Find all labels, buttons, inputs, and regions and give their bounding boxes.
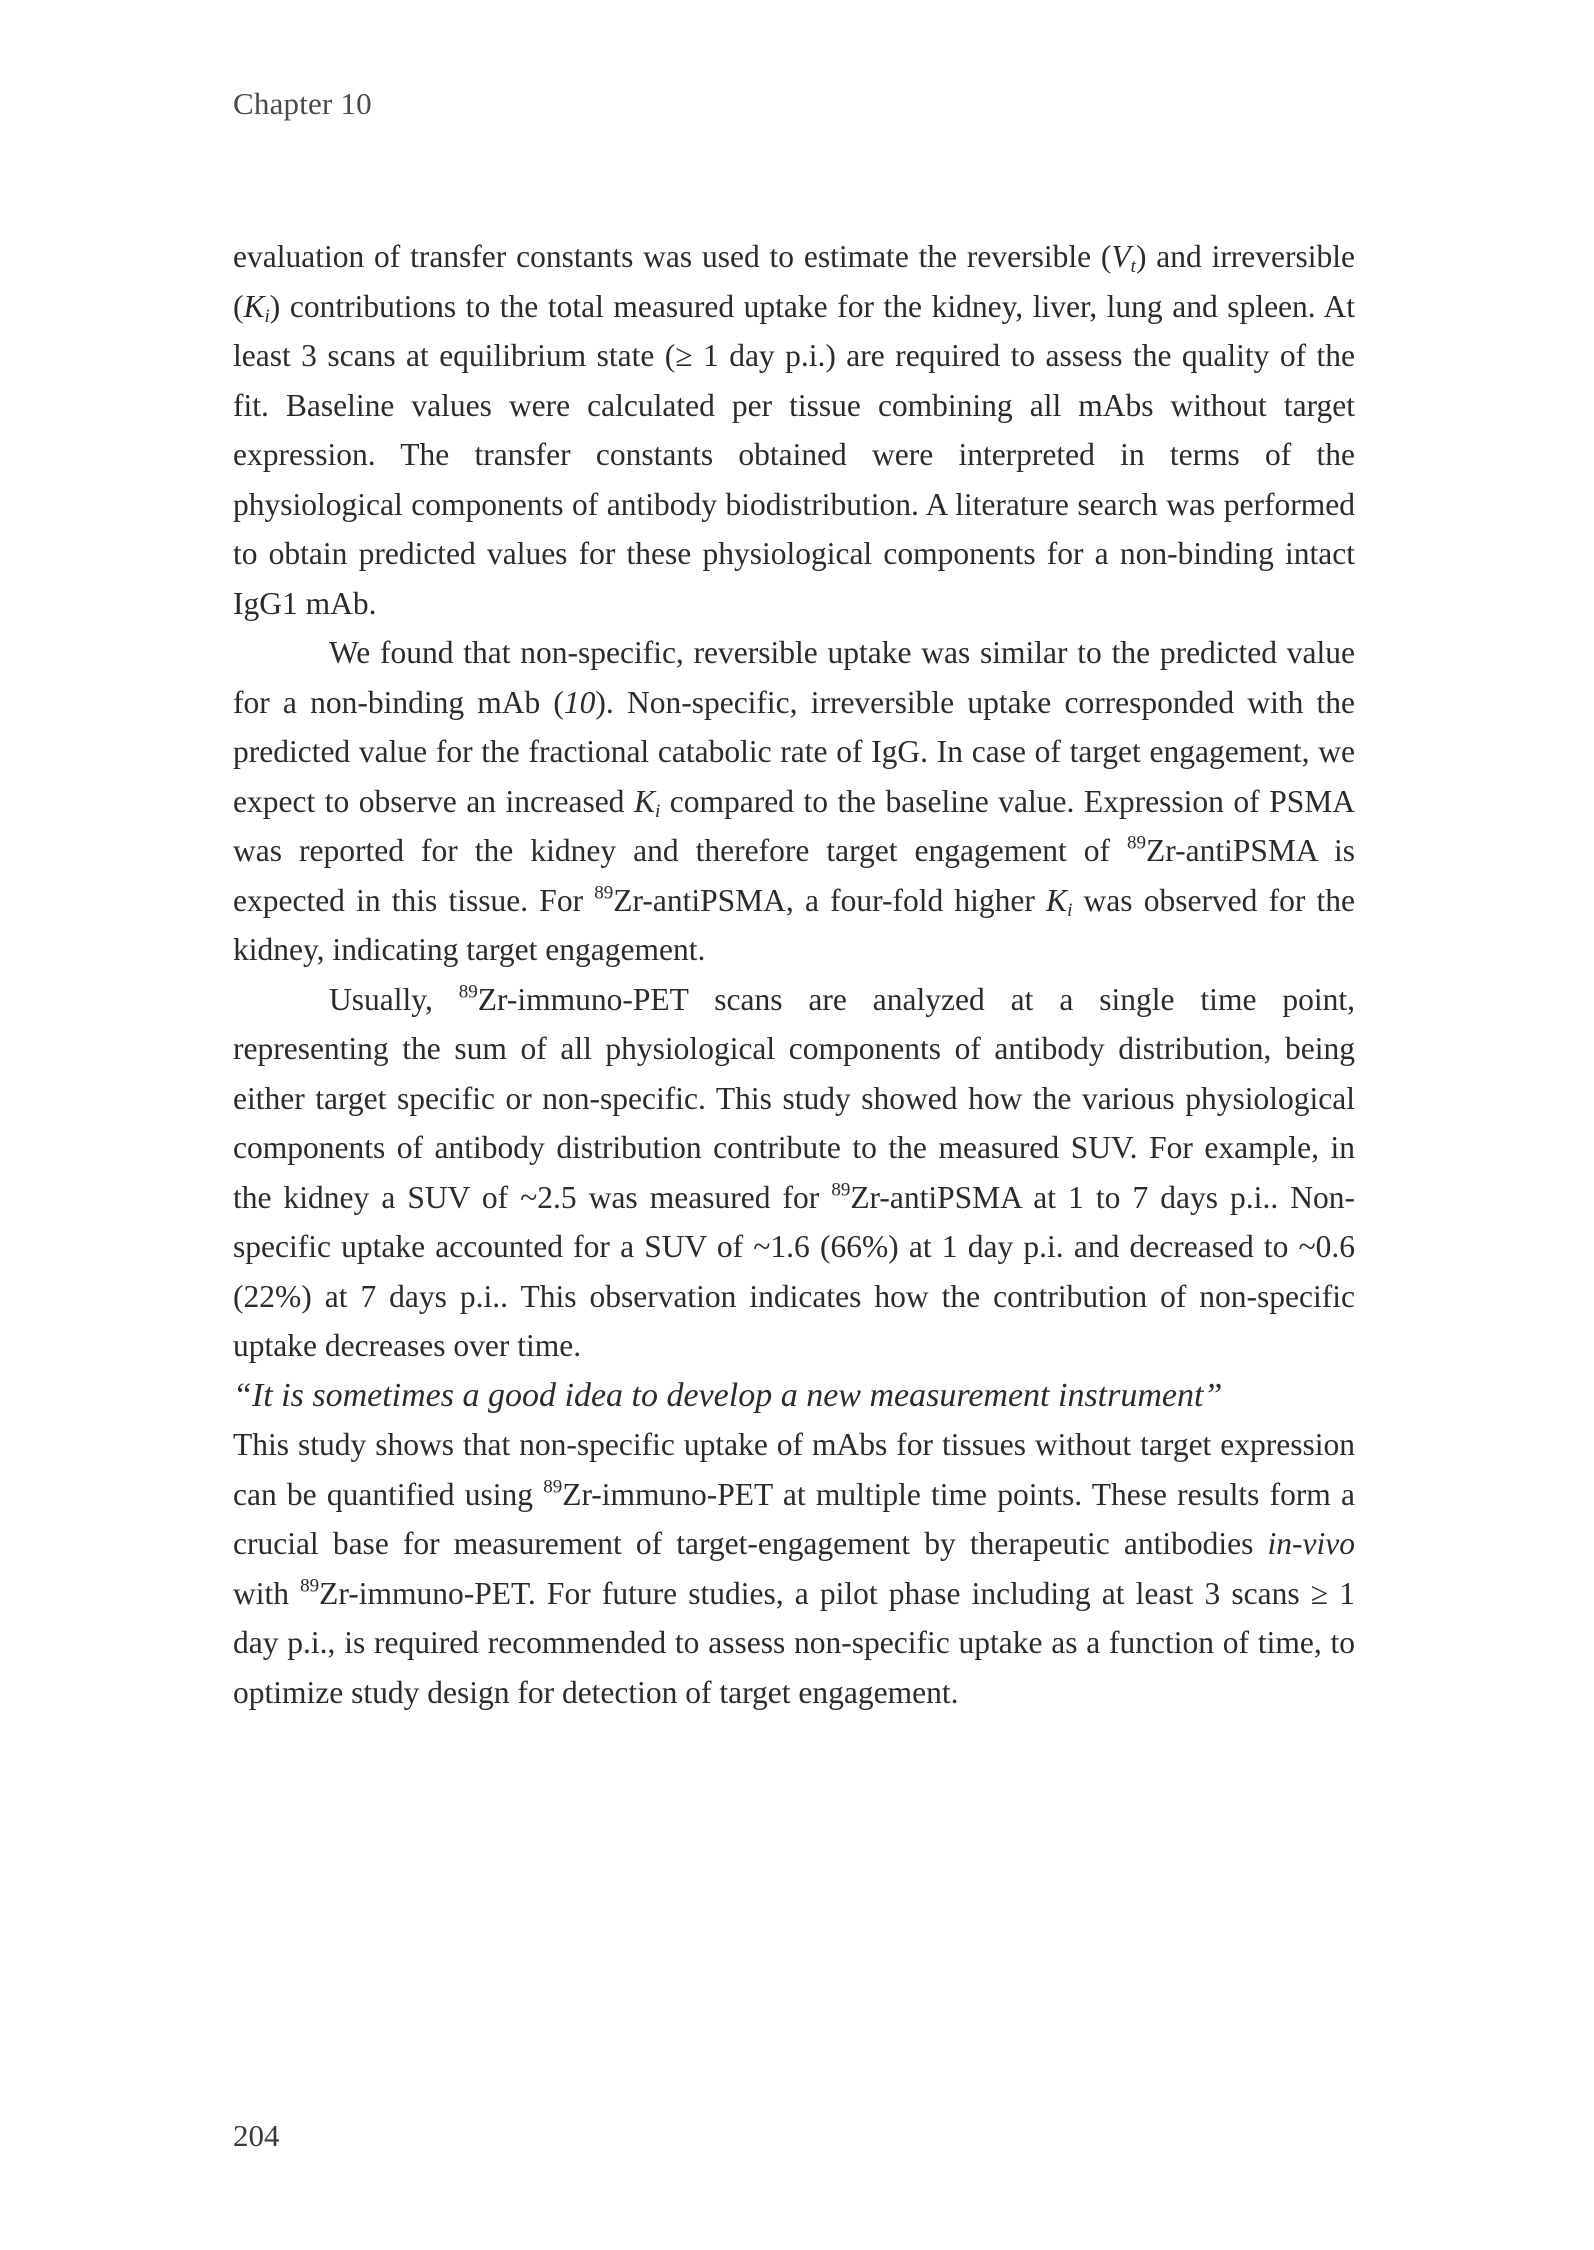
paragraph-text: ) and irreversible ( [233, 239, 1355, 324]
symbol-k: K [1046, 882, 1068, 918]
paragraph-text: was observed for the kidney, indicating target engagement. [233, 882, 1356, 967]
symbol-k: K [633, 783, 655, 819]
symbol-k: K [243, 288, 265, 324]
paragraph-text: Zr-immuno-PET at multiple time points. These results form a crucial base for measurement of target-engagement by therapeutic antibodies [233, 1476, 1355, 1561]
body-text [233, 232, 1355, 1717]
paragraph-text: Zr-immuno-PET scans are analyzed at a single time point, representing the sum of all physiological components of antibody distribution, being either target specific or non-specific. This study showed how the various physiological components of antibody distribution contribute to the measured SUV. For example, in the kidney a SUV of ~2.5 was measured for [233, 981, 1355, 1215]
symbol-v-subscript: t [1130, 255, 1136, 277]
section-heading: “It is sometimes a good idea to develop a new measurement instrument” [233, 1376, 1223, 1414]
paragraph-transfer-constants [233, 232, 1355, 628]
paragraph-single-time-point [233, 975, 1355, 1371]
paragraph-text: ) contributions to the total measured uptake for the kidney, liver, lung and spleen. At least 3 scans at equilibrium state (≥ 1 day p.i.) are required to assess the quality of the fit. Baseline values were calculated per tissue combining all mAbs without target expression. The transfer constants obtained were interpreted in terms of the physiological components of antibody biodistribution. A literature search was performed to obtain predicted values for these physiological components for a non-binding intact IgG1 mAb. [233, 288, 1355, 621]
paragraph-text: with [233, 1575, 301, 1611]
isotope-mass-number: 89 [300, 1575, 320, 1597]
paragraph-text: Usually, [329, 981, 459, 1017]
paragraph-text: Zr-antiPSMA at 1 to 7 days p.i.. Non-specific uptake accounted for a SUV of ~1.6 (66%) at 1 day p.i. and decreased to ~0.6 (22%) at 7 days p.i.. This observation indicates how the contribution of non-specific uptake decreases over time. [233, 1179, 1355, 1363]
symbol-k-subscript: i [264, 305, 270, 327]
symbol-v: V [1111, 239, 1131, 274]
isotope-mass-number: 89 [831, 1179, 851, 1201]
in-vivo-term: in-vivo [1267, 1526, 1355, 1561]
isotope-mass-number: 89 [458, 981, 478, 1003]
paragraph-text: compared to the baseline value. Expression of PSMA was reported for the kidney and therefore target engagement of [233, 783, 1355, 868]
isotope-mass-number: 89 [1127, 832, 1147, 854]
citation-reference: 10 [563, 684, 596, 720]
paragraph-findings [233, 628, 1355, 975]
symbol-k-subscript: i [1067, 899, 1073, 921]
paragraph-text: evaluation of transfer constants was used to estimate the reversible ( [233, 239, 1112, 274]
paragraph-text: Zr-immuno-PET. For future studies, a pilot phase including at least 3 scans ≥ 1 day p.i., is required recommended to assess non-specific uptake as a function of time, to optimize study design for detection of target engagement. [233, 1575, 1355, 1710]
page-number: 204 [233, 2118, 280, 2153]
paragraph-text: Zr-antiPSMA is expected in this tissue. For [233, 833, 1355, 918]
paragraph-conclusion [233, 1420, 1355, 1717]
isotope-mass-number: 89 [594, 882, 614, 904]
running-header: Chapter 10 [233, 86, 372, 121]
paragraph-text: Zr-antiPSMA, a four-fold higher [613, 882, 1047, 918]
paragraph-text: This study shows that non-specific uptake of mAbs for tissues without target expression can be quantified using [233, 1427, 1355, 1512]
isotope-mass-number: 89 [543, 1476, 563, 1498]
symbol-k-subscript: i [654, 800, 661, 822]
paragraph-text: We found that non-specific, reversible uptake was similar to the predicted value for a non-binding mAb ( [233, 635, 1355, 720]
paragraph-text: ). Non-specific, irreversible uptake corresponded with the predicted value for the fractional catabolic rate of IgG. In case of target engagement, we expect to observe an increased [233, 684, 1355, 819]
